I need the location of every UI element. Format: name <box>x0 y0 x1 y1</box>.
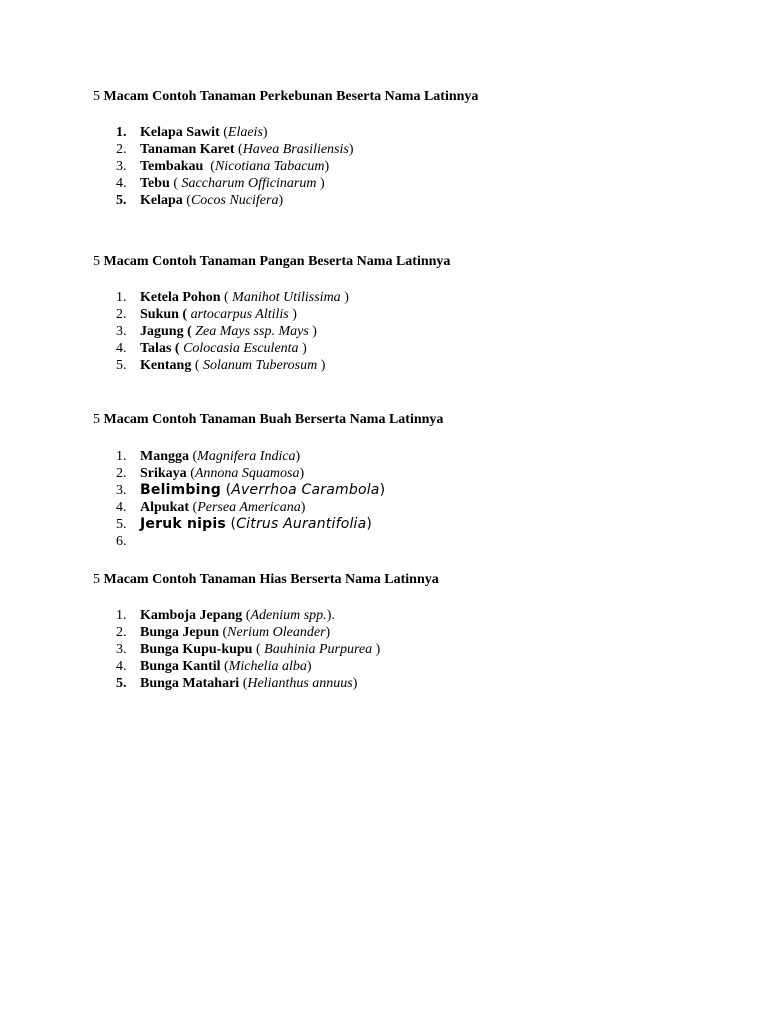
paren-close: ) <box>288 307 297 322</box>
latin-name: Cocos Nucifera <box>190 193 279 208</box>
paren-open: ( <box>252 642 265 657</box>
plant-name: Bunga Matahari <box>140 676 240 691</box>
plant-list <box>0 124 768 209</box>
section-heading <box>93 571 439 589</box>
paren-close: ) <box>352 676 358 691</box>
paren-close: ) <box>262 125 268 140</box>
heading-number: 5 <box>93 89 100 104</box>
latin-name: Magnifera Indica <box>197 449 296 464</box>
list-item <box>0 158 768 175</box>
paren-open: ( <box>239 676 248 691</box>
paren-open: ( <box>169 176 182 191</box>
plant-name: Kamboja Jepang <box>140 608 243 623</box>
latin-name: Bauhinia Purpurea <box>264 642 373 657</box>
plant-name: Sukun ( <box>140 307 188 322</box>
paren-open: ( <box>191 358 204 373</box>
paren-close: ) <box>317 358 326 373</box>
list-marker: 3. <box>116 324 127 339</box>
heading-text: Macam Contoh Tanaman Buah Berserta Nama Latinnya <box>103 412 444 427</box>
paren-close: ) <box>324 159 330 174</box>
list-marker: 5. <box>116 358 127 373</box>
plant-list <box>0 289 768 374</box>
plant-name: Jagung ( <box>140 324 192 339</box>
plant-list <box>0 607 768 692</box>
list-item <box>0 448 768 465</box>
paren-open: ( <box>220 290 233 305</box>
list-item <box>0 658 768 675</box>
heading-number: 5 <box>93 412 100 427</box>
list-marker: 1. <box>116 290 127 305</box>
paren-close: ) <box>299 466 305 481</box>
plant-name: Belimbing <box>140 482 221 498</box>
plant-name: Ketela Pohon <box>140 290 221 305</box>
section-heading <box>93 253 450 271</box>
latin-name: Zea Mays ssp. Mays <box>195 324 309 339</box>
list-marker: 4. <box>116 341 127 356</box>
paren-open: ( <box>189 449 198 464</box>
list-marker: 3. <box>116 642 127 657</box>
latin-name: Michelia alba <box>228 659 307 674</box>
plant-list <box>0 448 768 550</box>
list-item <box>0 465 768 482</box>
list-marker: 2. <box>116 466 127 481</box>
paren-close: ) <box>316 176 325 191</box>
list-item <box>0 124 768 141</box>
plant-name: Kentang <box>140 358 192 373</box>
section-heading <box>93 88 478 106</box>
plant-name: Tanaman Karet <box>140 142 235 157</box>
heading-number: 5 <box>93 572 100 587</box>
paren-close: ) <box>306 659 312 674</box>
list-marker: 2. <box>116 142 127 157</box>
plant-name: Kelapa <box>140 193 183 208</box>
list-item <box>0 641 768 658</box>
paren-open: ( <box>220 482 232 498</box>
latin-name: Citrus Aurantifolia <box>236 516 367 532</box>
plant-name: Tembakau <box>140 159 204 174</box>
paren-open: ( <box>234 142 243 157</box>
paren-open: ( <box>220 659 229 674</box>
list-item <box>0 306 768 323</box>
paren-close: ) <box>325 625 331 640</box>
paren-close: ) <box>308 324 317 339</box>
plant-name: Bunga Kupu-kupu <box>140 642 253 657</box>
paren-close: ) <box>298 341 307 356</box>
list-item <box>0 624 768 641</box>
paren-open: ( <box>218 625 228 640</box>
plant-name: Bunga Kantil <box>140 659 221 674</box>
latin-name: Persea Americana <box>197 500 301 515</box>
list-item <box>0 340 768 357</box>
list-marker: 3. <box>116 159 127 174</box>
latin-name: Averrhoa Carambola <box>231 482 380 498</box>
plant-name: Srikaya <box>140 466 187 481</box>
list-marker: 4. <box>116 500 127 515</box>
paren-open: ( <box>242 608 251 623</box>
list-item <box>0 192 768 209</box>
list-item <box>0 357 768 374</box>
latin-name: Saccharum Officinarum <box>181 176 317 191</box>
list-marker: 5. <box>116 193 127 208</box>
heading-text: Macam Contoh Tanaman Pangan Beserta Nama Latinnya <box>103 254 451 269</box>
list-item <box>0 482 768 499</box>
paren-open: ( <box>182 193 191 208</box>
list-marker: 1. <box>116 125 127 140</box>
latin-name: Havea Brasiliensis <box>242 142 349 157</box>
list-item <box>0 607 768 624</box>
list-marker: 5. <box>116 676 127 691</box>
paren-close: ) <box>340 290 349 305</box>
list-item <box>0 141 768 158</box>
heading-text: Macam Contoh Tanaman Perkebunan Beserta Nama Latinnya <box>103 89 479 104</box>
plant-name: Jeruk nipis <box>140 516 226 532</box>
list-item <box>0 499 768 516</box>
plant-name: Talas ( <box>140 341 180 356</box>
latin-name: Elaeis <box>227 125 263 140</box>
latin-name: Nicotiana Tabacum <box>214 159 325 174</box>
heading-number: 5 <box>93 254 100 269</box>
paren-close: ) <box>366 516 373 532</box>
latin-name: Annona Squamosa <box>194 466 300 481</box>
paren-close: ) <box>300 500 306 515</box>
list-item <box>0 175 768 192</box>
list-item <box>0 289 768 306</box>
list-marker: 1. <box>116 608 127 623</box>
plant-name: Mangga <box>140 449 189 464</box>
list-marker: 3. <box>116 483 127 498</box>
paren-close: ) <box>348 142 354 157</box>
paren-open: ( <box>225 516 237 532</box>
plant-name: Kelapa Sawit <box>140 125 220 140</box>
list-item <box>0 516 768 533</box>
list-marker: 1. <box>116 449 127 464</box>
list-marker: 6. <box>116 534 127 549</box>
plant-name: Bunga Jepun <box>140 625 219 640</box>
list-item <box>0 533 768 550</box>
paren-open: ( <box>219 125 228 140</box>
plant-name: Tebu <box>140 176 170 191</box>
paren-close: ) <box>278 193 284 208</box>
list-marker: 5. <box>116 517 127 532</box>
latin-name: Colocasia Esculenta <box>183 341 299 356</box>
paren-open: ( <box>186 466 195 481</box>
paren-open: ( <box>189 500 198 515</box>
list-item <box>0 675 768 692</box>
latin-name: artocarpus Altilis <box>190 307 289 322</box>
paren-open: ( <box>203 159 215 174</box>
plant-name: Alpukat <box>140 500 190 515</box>
latin-name: Nerium Oleander <box>227 625 326 640</box>
list-marker: 2. <box>116 625 127 640</box>
paren-close: ) <box>372 642 381 657</box>
latin-name: Solanum Tuberosum <box>203 358 318 373</box>
list-marker: 4. <box>116 176 127 191</box>
latin-name: Adenium spp. <box>250 608 327 623</box>
paren-close: ) <box>295 449 301 464</box>
paren-close: ). <box>326 608 335 623</box>
section-heading <box>93 411 443 429</box>
heading-text: Macam Contoh Tanaman Hias Berserta Nama Latinnya <box>103 572 439 587</box>
list-marker: 4. <box>116 659 127 674</box>
list-item <box>0 323 768 340</box>
list-marker: 2. <box>116 307 127 322</box>
paren-close: ) <box>379 482 386 498</box>
latin-name: Helianthus annuus <box>247 676 353 691</box>
latin-name: Manihot Utilissima <box>232 290 341 305</box>
